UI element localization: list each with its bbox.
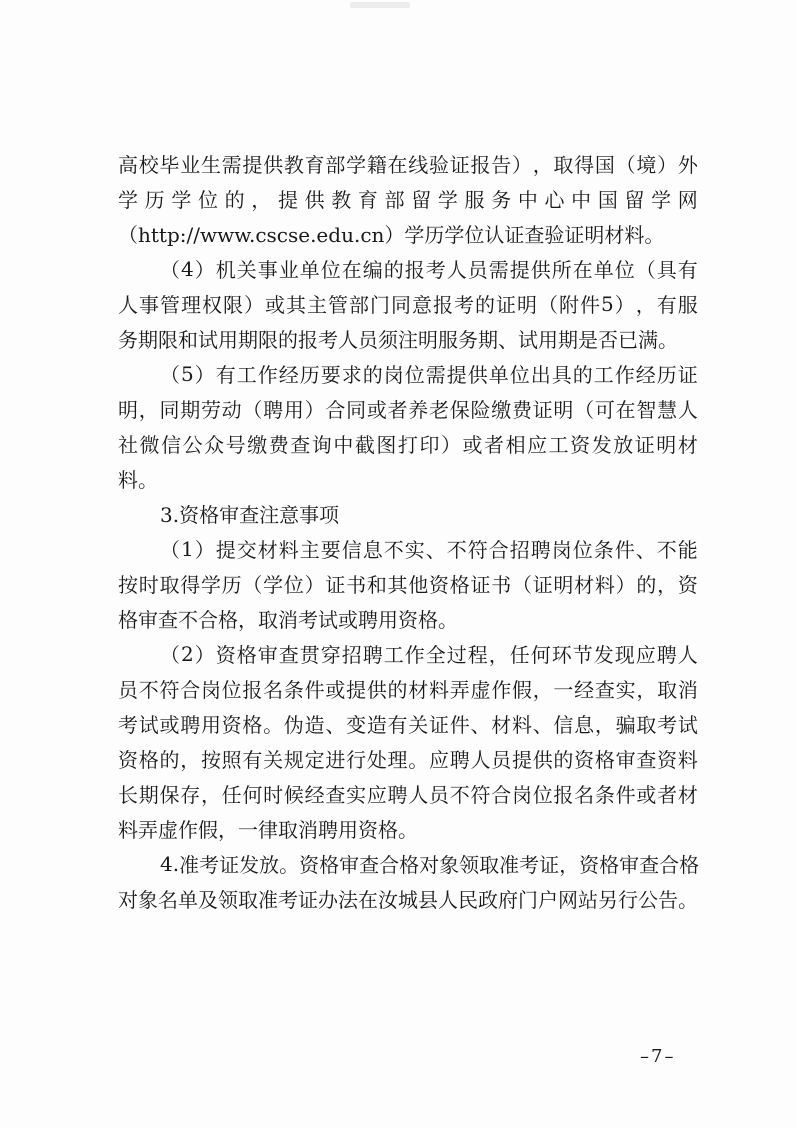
document-body: [118, 146, 698, 916]
text-line: 明 ， 同 期 劳 动 （ 聘 用 ） 合 同 或 者 养 老 保 险 缴 费 证 明 （ 可 在 智 慧 人: [118, 398, 698, 422]
text-line: 人 事 管 理 权 限 ） 或 其 主 管 部 门 同 意 报 考 的 证 明 （ 附 件 5 ） ， 有 服: [118, 291, 698, 317]
text-line: 对象名单及领取准考证办法在汝城县人民政府门户网站另行公告。: [118, 888, 698, 912]
text-line: 员 不 符 合 岗 位 报 名 条 件 或 提 供 的 材 料 弄 虚 作 假 ， 一 经 查 实 ， 取 消: [118, 678, 698, 702]
text-line: 料。: [118, 468, 158, 492]
text-line: （ 1 ） 提 交 材 料 主 要 信 息 不 实 、 不 符 合 招 聘 岗 位 条 件 、 不 能: [160, 536, 698, 562]
text-line: （ 2 ） 资 格 审 查 贯 穿 招 聘 工 作 全 过 程 ， 任 何 环 节 发 现 应 聘 人: [160, 641, 698, 667]
text-line: 学 历 学 位 的 ， 提 供 教 育 部 留 学 服 务 中 心 中 国 留 学 网: [118, 188, 698, 212]
text-line: 高 校 毕 业 生 需 提 供 教 育 部 学 籍 在 线 验 证 报 告 ） ， 取 得 国 （ 境 ） 外: [118, 153, 698, 177]
text-line: 考 试 或 聘 用 资 格 。 伪 造 、 变 造 有 关 证 件 、 材 料 、 信 息 ， 骗 取 考 试: [118, 713, 698, 737]
text-line: 长 期 保 存 ， 任 何 时 候 经 查 实 应 聘 人 员 不 符 合 岗 位 报 名 条 件 或 者 材: [118, 783, 698, 807]
text-line: （ 5 ） 有 工 作 经 历 要 求 的 岗 位 需 提 供 单 位 出 具 的 工 作 经 历 证: [160, 361, 698, 387]
text-line: （ 4 ） 机 关 事 业 单 位 在 编 的 报 考 人 员 需 提 供 所 在 单 位 （ 具 有: [160, 256, 698, 282]
text-line: 料弄虚作假，一律取消聘用资格。: [118, 818, 418, 842]
text-line: 按 时 取 得 学 历 （ 学 位 ） 证 书 和 其 他 资 格 证 书 （ 证 明 材 料 ） 的 ， 资: [118, 573, 698, 597]
text-line: （http://www.cscse.edu.cn）学历学位认证查验证明材料。: [118, 223, 665, 247]
page-number: –7–: [640, 1046, 676, 1067]
scan-mark: [350, 2, 410, 8]
text-line: 社 微 信 公 众 号 缴 费 查 询 中 截 图 打 印 ） 或 者 相 应 工 资 发 放 证 明 材: [118, 433, 698, 457]
text-line: 格审查不合格，取消考试或聘用资格。: [118, 608, 458, 632]
text-line: 务期限和试用期限的报考人员须注明服务期、试用期是否已满。: [118, 328, 678, 352]
text-line: 4. 准 考 证 发 放 。 资 格 审 查 合 格 对 象 领 取 准 考 证 ， 资 格 审 查 合 格: [160, 851, 700, 877]
text-line: 3.资格审查注意事项: [160, 503, 340, 527]
text-line: 资 格 的 ， 按 照 有 关 规 定 进 行 处 理 。 应 聘 人 员 提 供 的 资 格 审 查 资 料: [118, 748, 698, 772]
